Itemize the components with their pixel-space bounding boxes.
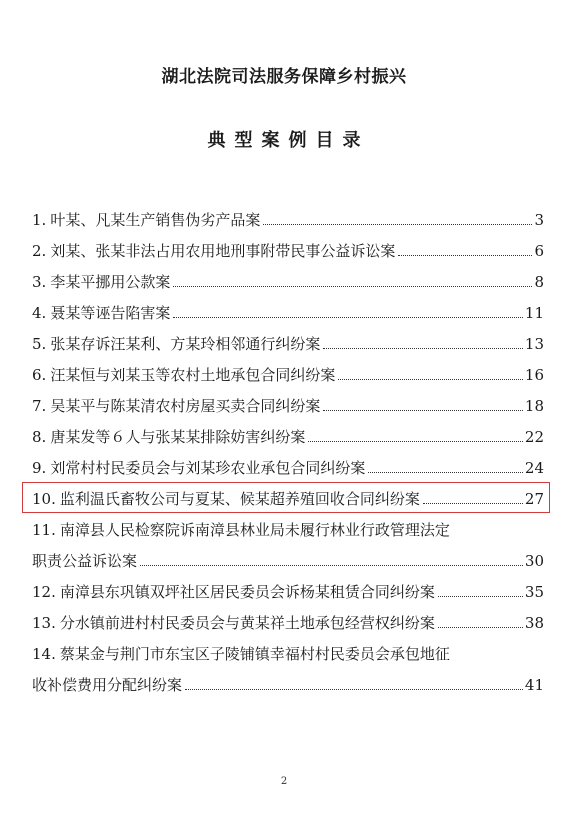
entry-page: 24 xyxy=(524,459,544,477)
entry-title: 刘常村村民委员会与刘某珍农业承包合同纠纷案 xyxy=(50,459,366,477)
entry-title: 蔡某金与荆门市东宝区子陵铺镇幸福村村民委员会承包地征 xyxy=(59,645,450,663)
entry-number: 14. xyxy=(32,645,56,663)
entry-title: 汪某恒与刘某玉等农村土地承包合同纠纷案 xyxy=(50,366,336,384)
toc-entry-1[interactable] xyxy=(32,210,544,241)
entry-number: 11. xyxy=(32,521,56,539)
entry-page: 41 xyxy=(524,676,544,694)
document-title: 湖北法院司法服务保障乡村振兴 xyxy=(161,67,407,87)
entry-page: 18 xyxy=(524,397,544,415)
entry-page: 35 xyxy=(524,583,544,601)
toc-entry-7[interactable] xyxy=(32,396,544,427)
entry-title: 南漳县东巩镇双坪社区居民委员会诉杨某租赁合同纠纷案 xyxy=(59,583,435,601)
toc-entry-5[interactable] xyxy=(32,334,544,365)
dot-leader xyxy=(438,626,523,628)
toc-entry-13[interactable] xyxy=(32,613,544,644)
entry-number: 2. xyxy=(32,242,47,260)
toc-heading: 典型案例目录 xyxy=(207,130,370,151)
entry-page: 11 xyxy=(524,304,544,322)
toc-entry-4[interactable] xyxy=(32,303,544,334)
toc-entry-8[interactable] xyxy=(32,427,544,458)
entry-title: 叶某、凡某生产销售伪劣产品案 xyxy=(50,211,261,229)
entry-title: 张某存诉汪某利、方某玲相邻通行纠纷案 xyxy=(50,335,321,353)
dot-leader xyxy=(323,347,523,349)
entry-number: 1. xyxy=(32,211,47,229)
entry-number: 3. xyxy=(32,273,47,291)
entry-title: 聂某等诬告陷害案 xyxy=(50,304,171,322)
entry-number: 10. xyxy=(32,490,56,508)
entry-title: 吴某平与陈某清农村房屋买卖合同纠纷案 xyxy=(50,397,321,415)
entry-page: 16 xyxy=(524,366,544,384)
entry-number: 9. xyxy=(32,459,47,477)
entry-title: 唐某发等６人与张某某排除妨害纠纷案 xyxy=(50,428,306,446)
entry-title: 监利温氏畜牧公司与夏某、候某超养殖回收合同纠纷案 xyxy=(59,490,420,508)
entry-page: 8 xyxy=(534,273,544,291)
entry-page: 13 xyxy=(524,335,544,353)
entry-title: 南漳县人民检察院诉南漳县林业局未履行林业行政管理法定 xyxy=(59,521,450,539)
toc-entry-6[interactable] xyxy=(32,365,544,396)
dot-leader xyxy=(398,254,532,256)
entry-page: 22 xyxy=(524,428,544,446)
entry-number: 6. xyxy=(32,366,47,384)
dot-leader xyxy=(438,595,523,597)
toc-entry-14[interactable] xyxy=(32,644,544,706)
entry-number: 13. xyxy=(32,614,56,632)
entry-page: 30 xyxy=(524,552,544,570)
dot-leader xyxy=(173,285,532,287)
dot-leader xyxy=(368,471,523,473)
entry-number: 12. xyxy=(32,583,56,601)
dot-leader xyxy=(338,378,523,380)
dot-leader xyxy=(140,564,523,566)
entry-title: 李某平挪用公款案 xyxy=(50,273,171,291)
entry-page: 3 xyxy=(534,211,544,229)
toc-entry-10[interactable] xyxy=(32,489,544,520)
entry-title: 刘某、张某非法占用农用地刑事附带民事公益诉讼案 xyxy=(50,242,396,260)
dot-leader xyxy=(185,688,523,690)
entry-title-continued: 职责公益诉讼案 xyxy=(32,552,138,570)
toc-entry-2[interactable] xyxy=(32,241,544,272)
entry-number: 4. xyxy=(32,304,47,322)
entry-title-continued: 收补偿费用分配纠纷案 xyxy=(32,676,183,694)
page-number: 2 xyxy=(280,776,288,787)
entry-number: 5. xyxy=(32,335,47,353)
entry-number: 7. xyxy=(32,397,47,415)
table-of-contents xyxy=(32,210,544,706)
entry-page: 27 xyxy=(524,490,544,508)
dot-leader xyxy=(173,316,523,318)
dot-leader xyxy=(308,440,523,442)
toc-entry-11[interactable] xyxy=(32,520,544,582)
entry-title: 分水镇前进村村民委员会与黄某祥土地承包经营权纠纷案 xyxy=(59,614,435,632)
highlight-box xyxy=(22,482,550,513)
toc-entry-12[interactable] xyxy=(32,582,544,613)
entry-page: 38 xyxy=(524,614,544,632)
dot-leader xyxy=(263,223,532,225)
toc-entry-3[interactable] xyxy=(32,272,544,303)
entry-page: 6 xyxy=(534,242,544,260)
dot-leader xyxy=(323,409,523,411)
entry-number: 8. xyxy=(32,428,47,446)
